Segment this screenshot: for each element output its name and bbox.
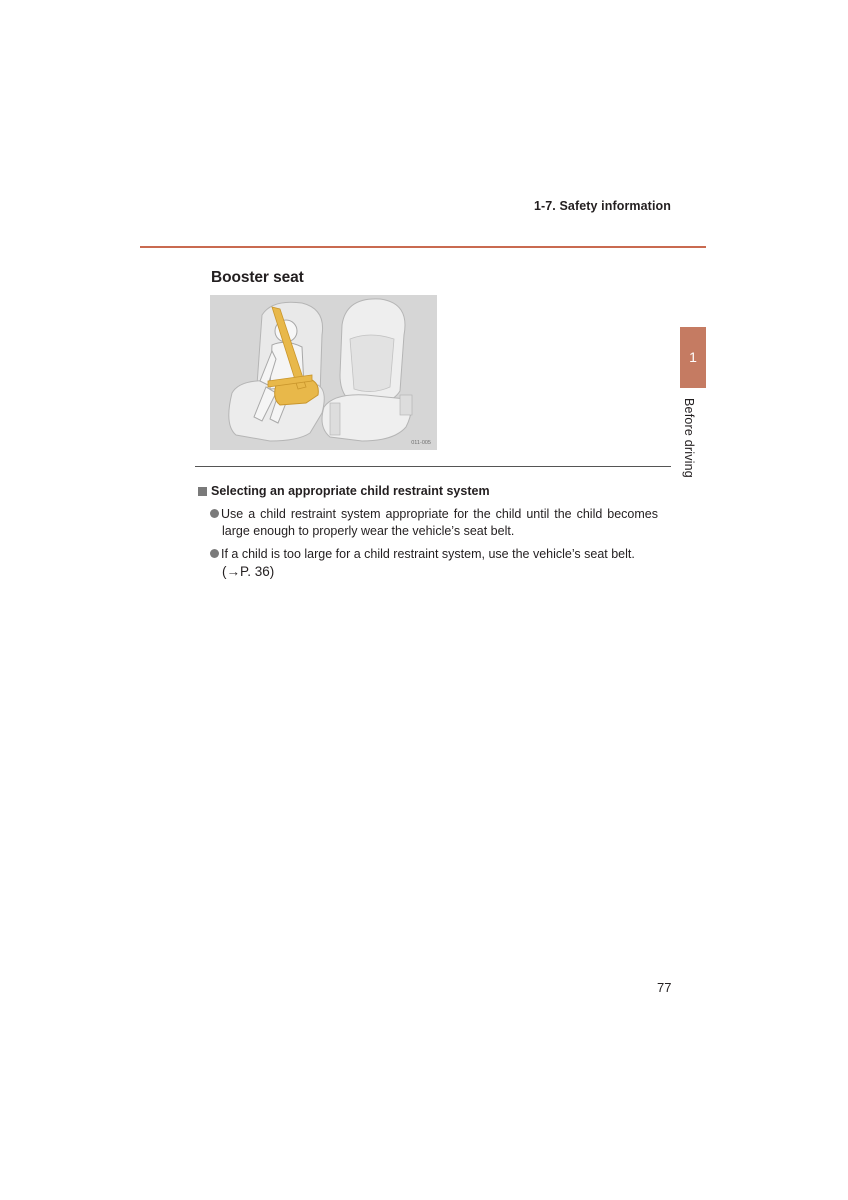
- page-reference-link[interactable]: (→P. 36): [222, 564, 275, 579]
- list-item: [210, 506, 658, 540]
- bullet-text-continued: large enough to properly wear the vehicle’s seat belt.: [222, 524, 515, 538]
- figure-code: 011-005: [411, 440, 431, 446]
- chapter-label: Before driving: [682, 398, 696, 478]
- chapter-number: 1: [689, 348, 697, 365]
- chapter-tab[interactable]: [680, 327, 706, 388]
- bullet-text: If a child is too large for a child restraint system, use the vehicle’s seat belt.: [221, 547, 635, 561]
- subsection-heading: [198, 484, 490, 498]
- section-divider: [195, 466, 671, 467]
- round-bullet-icon: [210, 549, 219, 558]
- list-item: [210, 546, 658, 580]
- page-number: 77: [657, 980, 672, 995]
- subsection-heading-text: Selecting an appropriate child restraint system: [211, 484, 490, 498]
- header-rule: [140, 246, 706, 248]
- booster-seat-illustration: [210, 295, 437, 450]
- booster-seat-drawing: [210, 295, 437, 450]
- square-bullet-icon: [198, 487, 207, 496]
- page-title: Booster seat: [211, 269, 304, 286]
- section-header: 1-7. Safety information: [533, 199, 671, 213]
- bullet-text: Use a child restraint system appropriate for the child until the child becomes: [221, 507, 658, 521]
- round-bullet-icon: [210, 509, 219, 518]
